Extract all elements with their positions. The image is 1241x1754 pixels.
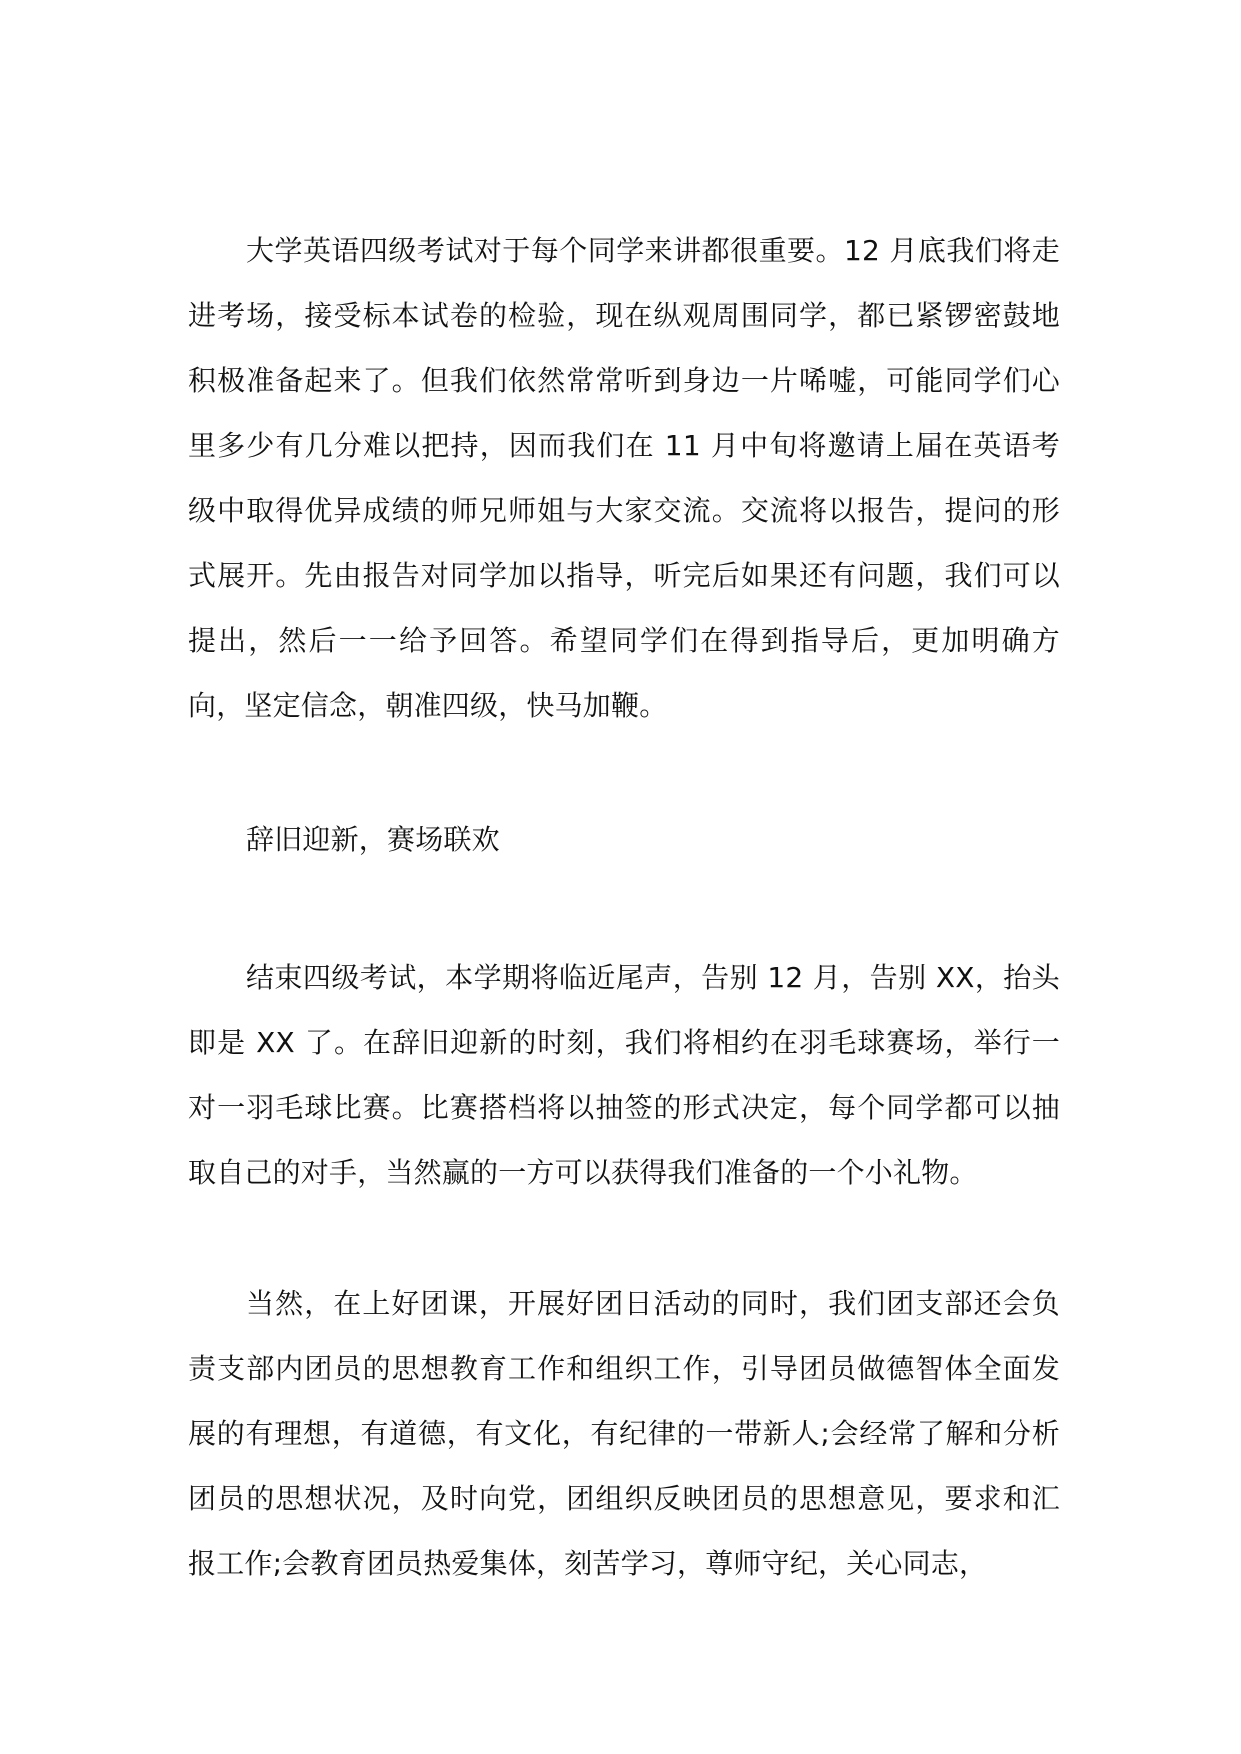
paragraph-league-work: 当然，在上好团课，开展好团日活动的同时，我们团支部还会负责支部内团员的思想教育工作和组织工作，引导团员做德智体全面发展的有理想，有道德，有文化，有纪律的一带新人;会经常了解和分析团员的思想状况，及时向党，团组织反映团员的思想意见，要求和汇报工作;会教育团员热爱集体，刻苦学习，尊师守纪，关心同志， <box>188 1287 1060 1580</box>
section-heading-new-year: 辞旧迎新，赛场联欢 <box>246 823 500 856</box>
paragraph-cet4-exam: 大学英语四级考试对于每个同学来讲都很重要。12 月底我们将走进考场，接受标本试卷的检验，现在纵观周围同学，都已紧锣密鼓地积极准备起来了。但我们依然常常听到身边一片唏嘘，可能同学们心里多少有几分难以把持，因而我们在 11 月中旬将邀请上届在英语考级中取得优异成绩的师兄师姐与大家交流。交流将以报告，提问的形式展开。先由报告对同学加以指导，听完后如果还有问题，我们可以提出，然后一一给予回答。希望同学们在得到指导后，更加明确方向，坚定信念，朝准四级，快马加鞭。 <box>188 234 1060 722</box>
paragraph-badminton-match: 结束四级考试，本学期将临近尾声，告别 12 月，告别 XX，抬头即是 XX 了。在辞旧迎新的时刻，我们将相约在羽毛球赛场，举行一对一羽毛球比赛。比赛搭档将以抽签的形式决定，每个同学都可以抽取自己的对手，当然赢的一方可以获得我们准备的一个小礼物。 <box>188 961 1060 1189</box>
